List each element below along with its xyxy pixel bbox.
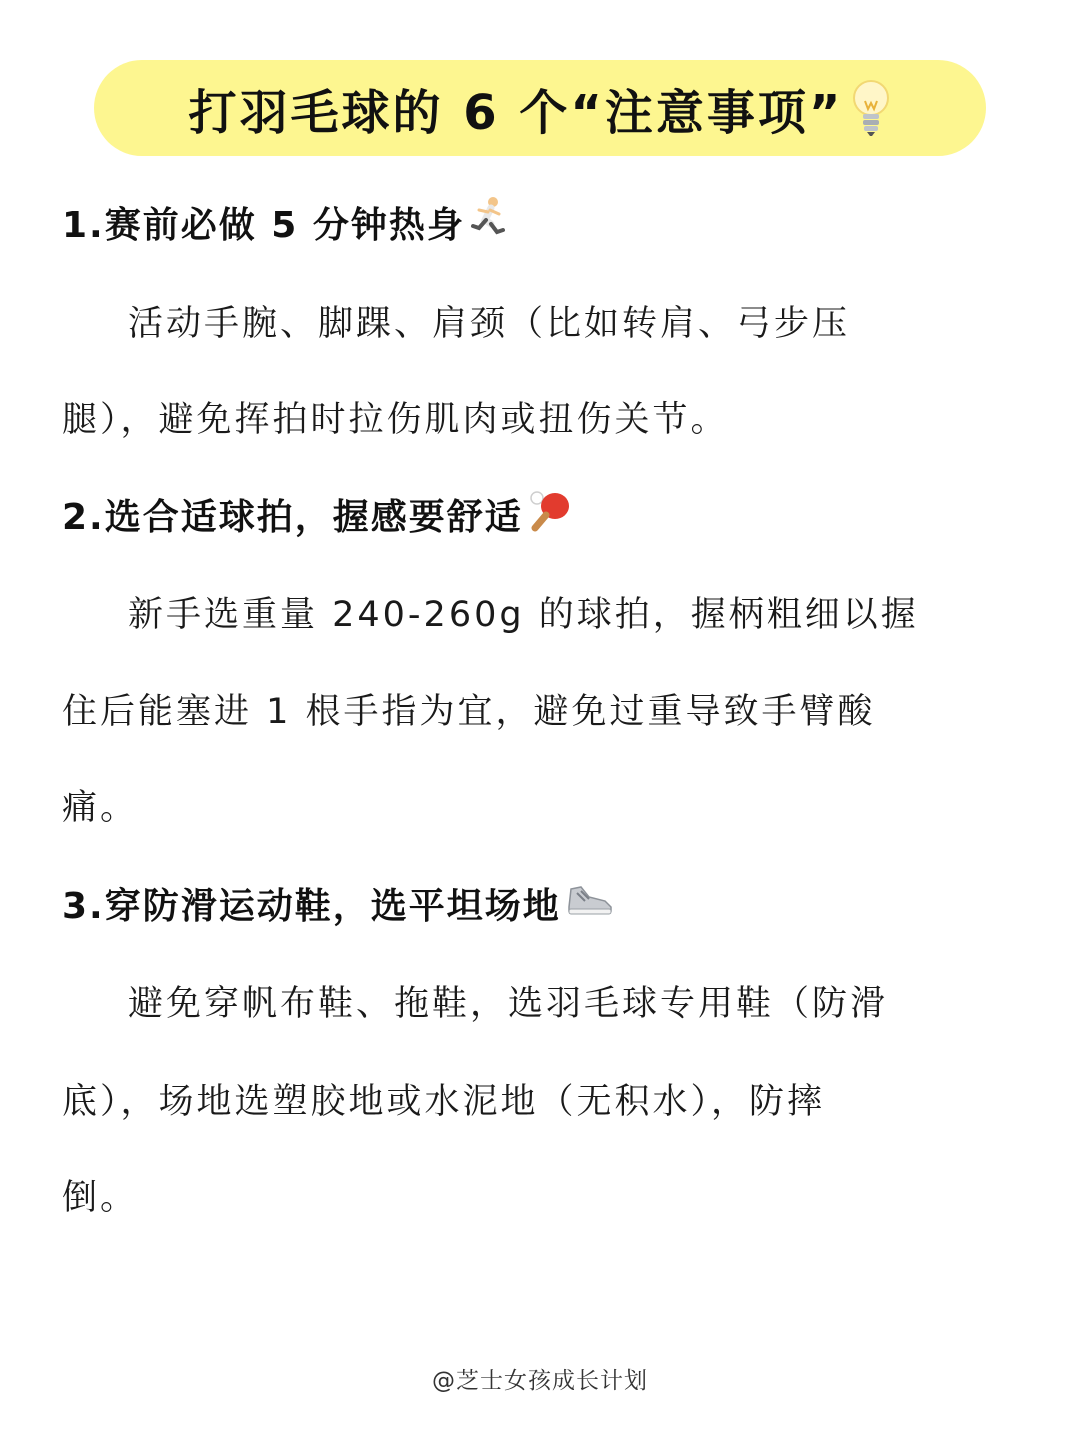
title-banner xyxy=(94,60,986,156)
ping-pong-paddle-icon xyxy=(527,488,573,541)
section-3-line-2: 底），场地选塑胶地或水泥地（无积水），防摔 xyxy=(62,1082,826,1122)
page-title: 打羽毛球的 6 个“注意事项” xyxy=(188,84,844,141)
section-2-heading xyxy=(62,488,573,541)
author-watermark: @芝士女孩成长计划 xyxy=(432,1368,648,1394)
section-2-line-2: 住后能塞进 1 根手指为宜，避免过重导致手臂酸 xyxy=(62,692,876,732)
section-3-heading-text: 3.穿防滑运动鞋，选平坦场地 xyxy=(62,886,561,927)
section-1-heading xyxy=(62,196,507,249)
section-3-line-1: 避免穿帆布鞋、拖鞋，选羽毛球专用鞋（防滑 xyxy=(128,984,889,1024)
section-1-heading-text: 1.赛前必做 5 分钟热身 xyxy=(62,205,465,246)
section-2-line-1: 新手选重量 240-260g 的球拍，握柄粗细以握 xyxy=(128,595,919,635)
section-1-line-1: 活动手腕、脚踝、肩颈（比如转肩、弓步压 xyxy=(128,304,851,344)
section-2-line-3: 痛。 xyxy=(62,788,139,828)
section-1-line-2: 腿），避免挥拍时拉伤肌肉或扭伤关节。 xyxy=(62,400,729,440)
section-2-heading-text: 2.选合适球拍，握感要舒适 xyxy=(62,497,523,538)
sneaker-icon xyxy=(565,879,615,928)
section-3-heading xyxy=(62,878,615,929)
section-3-line-3: 倒。 xyxy=(62,1178,139,1218)
lightbulb-icon xyxy=(851,79,891,137)
runner-icon xyxy=(469,196,507,249)
